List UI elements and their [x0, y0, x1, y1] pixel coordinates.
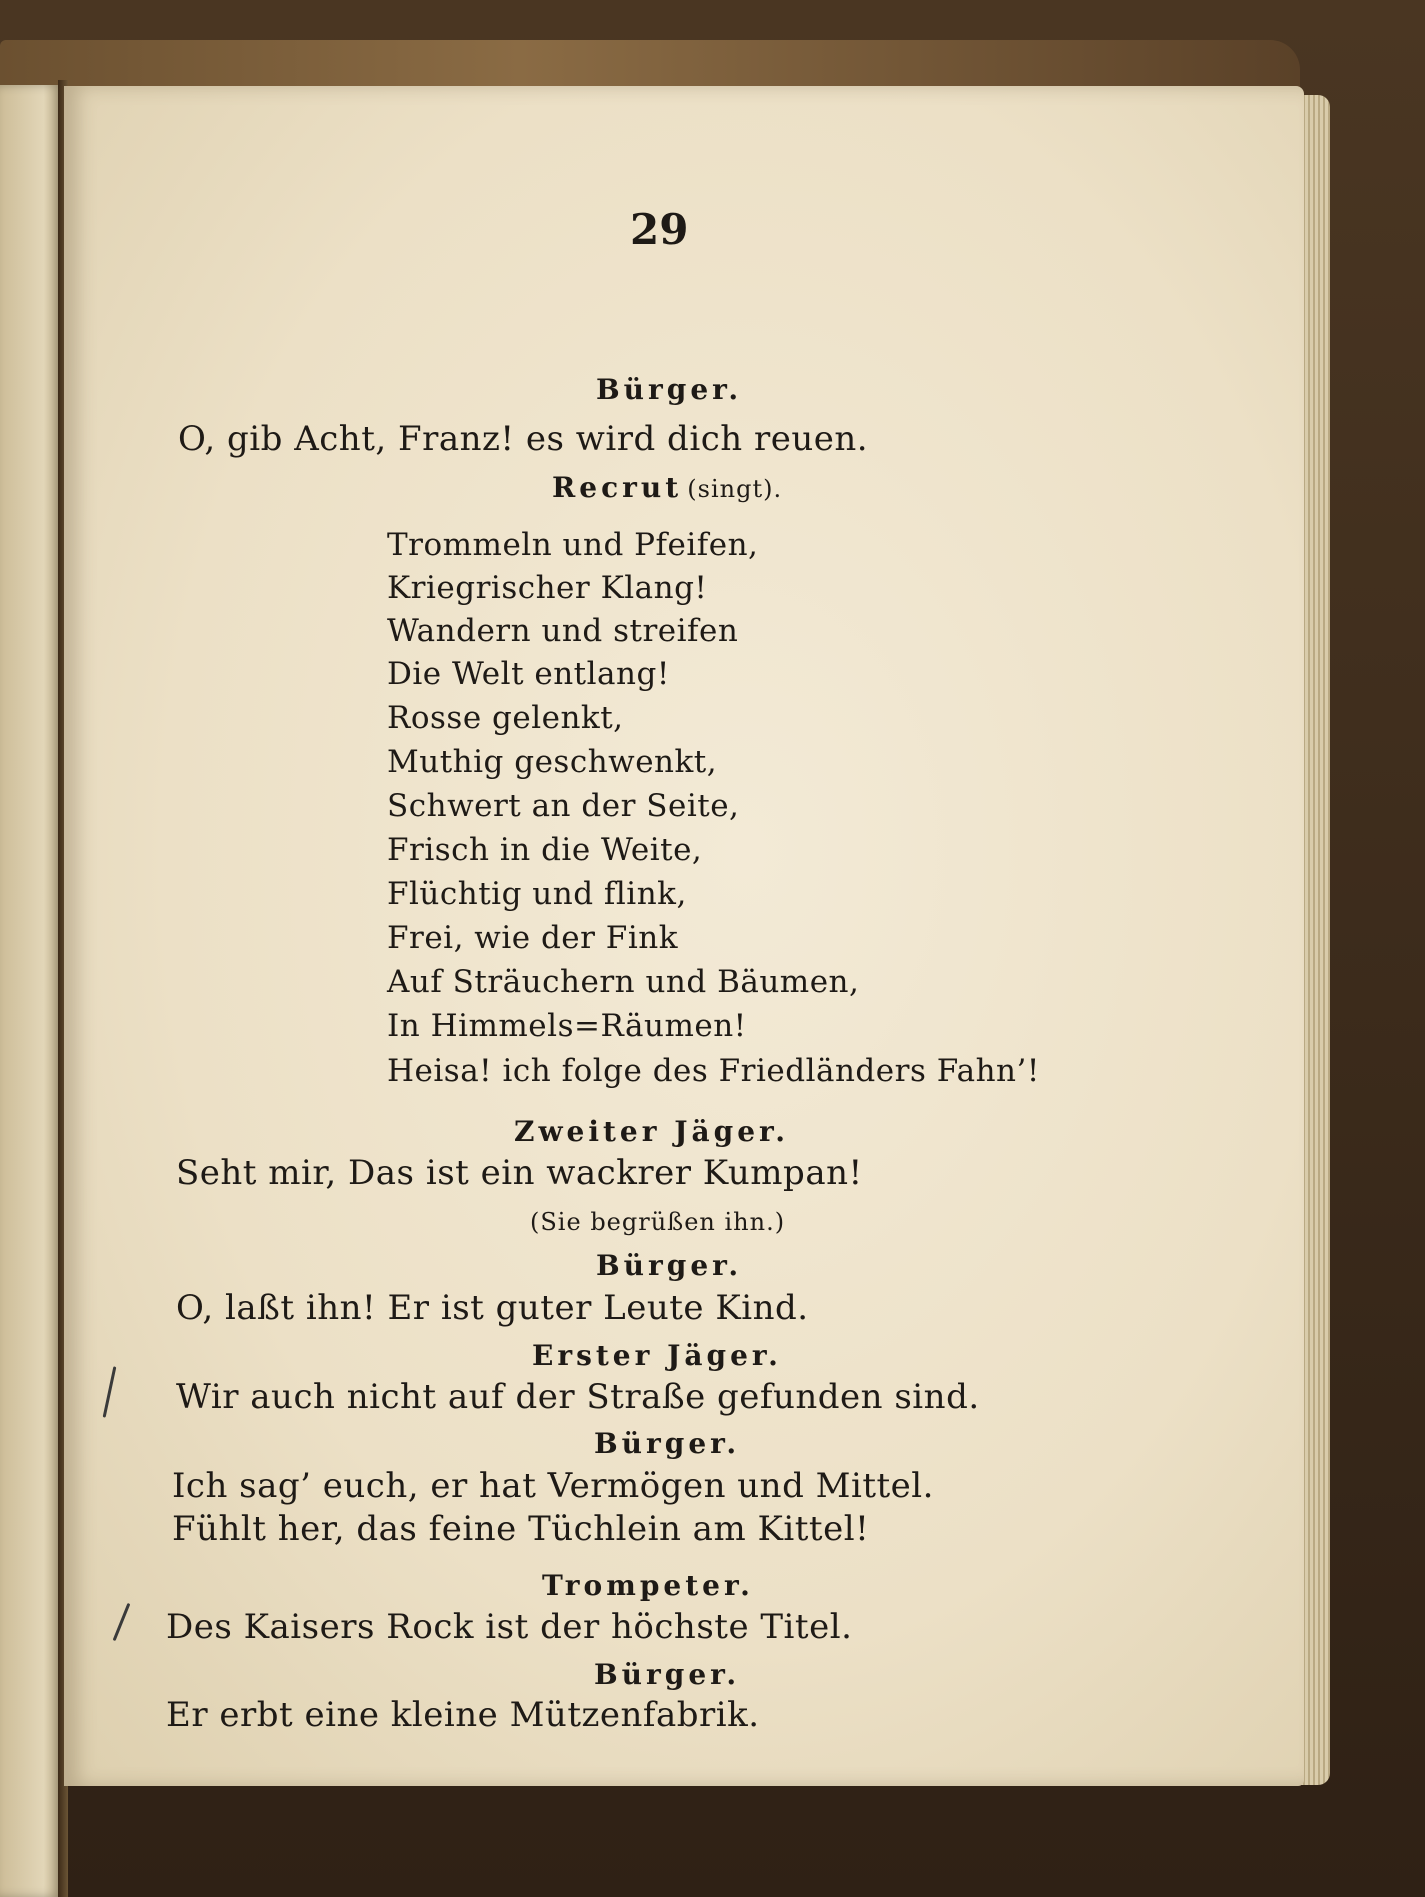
verse-line: Fühlt her, das feine Tüchlein am Kittel!: [172, 1509, 870, 1549]
song-line: Frei, wie der Fink: [387, 920, 678, 956]
book-page: [64, 86, 1304, 1786]
speaker-heading: Recrut: [552, 471, 683, 504]
verse-line: Seht mir, Das ist ein wackrer Kumpan!: [176, 1153, 863, 1193]
stage-direction: (Sie begrüßen ihn.): [530, 1208, 786, 1236]
speaker-line: [552, 471, 783, 504]
song-line: Die Welt entlang!: [387, 656, 670, 692]
pencil-mark: [113, 1603, 131, 1641]
song-line: Flüchtig und flink,: [387, 876, 687, 912]
song-line: Muthig geschwenkt,: [387, 744, 718, 780]
facing-page-edge: [0, 85, 62, 1897]
song-line: Kriegrischer Klang!: [387, 570, 708, 606]
speaker-heading: Bürger.: [594, 1658, 741, 1691]
song-line: Rosse gelenkt,: [387, 700, 624, 736]
verse-line: Wir auch nicht auf der Straße gefunden sind.: [176, 1377, 980, 1417]
page-number: 29: [630, 205, 689, 254]
verse-line: Ich sag’ euch, er hat Vermögen und Mittel.: [172, 1466, 934, 1506]
song-line: Heisa! ich folge des Friedländers Fahn’!: [387, 1053, 1040, 1089]
song-line: In Himmels=Räumen!: [387, 1008, 747, 1044]
pencil-mark: [103, 1366, 117, 1417]
book-cover-edge: [0, 40, 1300, 90]
speaker-heading: Bürger.: [594, 1427, 741, 1460]
verse-line: O, laßt ihn! Er ist guter Leute Kind.: [176, 1288, 809, 1328]
song-line: Trommeln und Pfeifen,: [387, 527, 759, 563]
song-line: Frisch in die Weite,: [387, 832, 703, 868]
song-line: Wandern und streifen: [387, 613, 739, 649]
speaker-heading: Bürger.: [596, 1249, 743, 1282]
speaker-heading: Erster Jäger.: [532, 1339, 782, 1372]
verse-line: O, gib Acht, Franz! es wird dich reuen.: [178, 419, 869, 459]
verse-line: Des Kaisers Rock ist der höchste Titel.: [166, 1607, 853, 1647]
speaker-heading: Zweiter Jäger.: [514, 1115, 789, 1148]
stage-direction: (singt).: [687, 475, 783, 503]
speaker-heading: Bürger.: [596, 373, 743, 406]
verse-line: Er erbt eine kleine Mützenfabrik.: [166, 1695, 760, 1735]
song-line: Schwert an der Seite,: [387, 788, 740, 824]
page-text: [64, 86, 1304, 1786]
speaker-heading: Trompeter.: [542, 1569, 754, 1602]
song-line: Auf Sträuchern und Bäumen,: [387, 964, 860, 1000]
